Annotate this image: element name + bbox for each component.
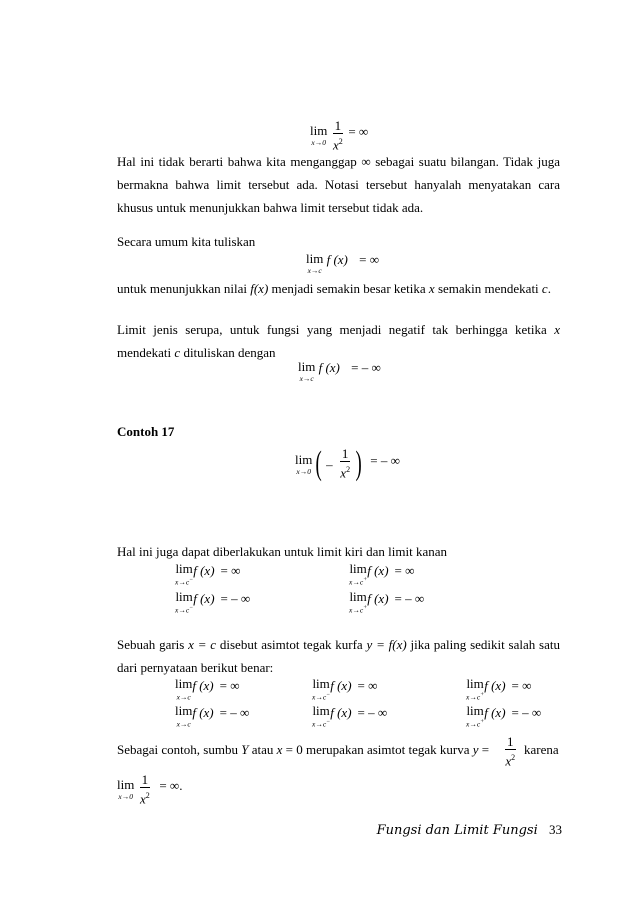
function-expression: f (x) (330, 704, 352, 720)
example-heading: Contoh 17 (117, 424, 175, 439)
equation-rhs: = – ∞ (357, 704, 388, 720)
one-sided-limit-expression (349, 562, 414, 587)
limit-operator: lim x→c− (312, 676, 331, 702)
equation-rhs: = – ∞ (220, 590, 251, 606)
page-footer (377, 822, 562, 838)
paragraph-vertical-asymptote: Sebuah garis x = c disebut asimtot tegak kurfa y = f(x) jika paling sedikit salah satu dari pernyataan berikut benar: (117, 637, 560, 675)
page-number: 33 (549, 822, 562, 837)
equation-rhs: = – ∞ (351, 360, 381, 375)
limit-operator: lim x→c (298, 359, 316, 383)
function-expression: f (x) (192, 677, 214, 693)
paragraph-one-sided: Hal ini juga dapat diberlakukan untuk limit kiri dan limit kanan (117, 544, 447, 559)
limit-operator: lim x→0 (295, 451, 313, 476)
one-sided-limit-expression (175, 590, 250, 615)
function-expression: f (x) (330, 677, 352, 693)
one-sided-limit-expression (466, 704, 541, 729)
one-sided-limit-expression (175, 562, 240, 587)
function-expression: f (x) (318, 360, 340, 375)
limit-operator: lim x→c− (175, 561, 194, 587)
one-sided-limit-expression (466, 677, 531, 702)
equation-limit-conclusion (117, 772, 182, 807)
left-parenthesis: ( (315, 445, 322, 482)
equation-rhs: = ∞ (357, 677, 378, 693)
limit-operator: lim x→c+ (466, 703, 485, 729)
one-sided-limit-expression (349, 590, 424, 615)
equation-rhs: = – ∞ (370, 452, 400, 468)
function-expression: f (x) (484, 677, 506, 693)
function-expression: f (x) (484, 704, 506, 720)
equation-rhs: = ∞. (159, 778, 183, 794)
fraction: $\frac{1}{x^2}$ (332, 118, 343, 153)
equation-rhs: = – ∞ (394, 590, 425, 606)
function-expression: f (x) (193, 562, 215, 578)
fraction: $\frac{1}{x^2}$ (340, 446, 351, 481)
equation-rhs: = – ∞ (219, 704, 250, 720)
paragraph-intro: Hal ini tidak berarti bahwa kita menganggap ∞ sebagai suatu bilangan. Tidak juga bermakna bahwa limit tersebut ada. Notasi tersebut hanyalah menyatakan cara khusus untuk menunjukkan bahwa limit tersebut tidak ada. (117, 154, 560, 215)
limit-operator: lim x→c+ (466, 676, 485, 702)
limit-operator: lim x→c (306, 251, 324, 275)
equation-limit-f-negative-infinity (298, 360, 381, 383)
function-expression: f (x) (367, 562, 389, 578)
paragraph-negative-limit: Limit jenis serupa, untuk fungsi yang menjadi negatif tak berhingga ketika x mendekati c dituliskan dengan (117, 322, 560, 360)
equation-rhs: = ∞ (219, 677, 240, 693)
equation-limit-f-infinity (306, 252, 379, 275)
equation-rhs: = ∞ (359, 252, 379, 267)
fraction: $\frac{1}{x^2}$ (139, 772, 150, 807)
paragraph-general: Secara umum kita tuliskan (117, 234, 256, 249)
limit-operator: lim x→c− (175, 589, 194, 615)
limit-operator: lim x→c+ (349, 561, 368, 587)
one-sided-limit-expression (312, 677, 377, 702)
function-expression: f (x) (367, 590, 389, 606)
chapter-title: Fungsi dan Limit Fungsi (376, 823, 538, 838)
equation-rhs: = ∞ (348, 124, 369, 140)
equation-limit-1-over-x-squared (310, 118, 368, 153)
equation-rhs: = ∞ (394, 562, 415, 578)
right-parenthesis: ) (355, 445, 362, 482)
paragraph-meaning: untuk menunjukkan nilai f(x) menjadi semakin besar ketika x semakin mendekati c. (117, 281, 551, 296)
function-expression: f (x) (193, 590, 215, 606)
limit-operator: lim x→0 (117, 777, 135, 802)
equation-rhs: = ∞ (220, 562, 241, 578)
equation-example-17: lim x→0 ( – $\frac{1}{x^2}$ ) = – ∞ (295, 445, 400, 482)
equation-rhs: = ∞ (511, 677, 532, 693)
equation-rhs: = – ∞ (511, 704, 542, 720)
paragraph-example-asymptote: Sebagai contoh, sumbu Y atau x = 0 merupakan asimtot tegak kurva y = $\frac{1}{x^2}$ karena (117, 734, 559, 769)
function-expression: f (x) (192, 704, 214, 720)
one-sided-limit-expression (312, 704, 387, 729)
limit-operator: lim x→0 (310, 123, 328, 148)
one-sided-limit-expression (175, 677, 240, 702)
function-expression: f (x) (326, 252, 348, 267)
limit-operator: lim x→c+ (349, 589, 368, 615)
fraction: $\frac{1}{x^2}$ (505, 734, 516, 769)
one-sided-limit-expression (175, 704, 249, 729)
limit-operator: lim x→c (175, 676, 193, 702)
limit-operator: lim x→c− (312, 703, 331, 729)
limit-operator: lim x→c (175, 703, 193, 729)
